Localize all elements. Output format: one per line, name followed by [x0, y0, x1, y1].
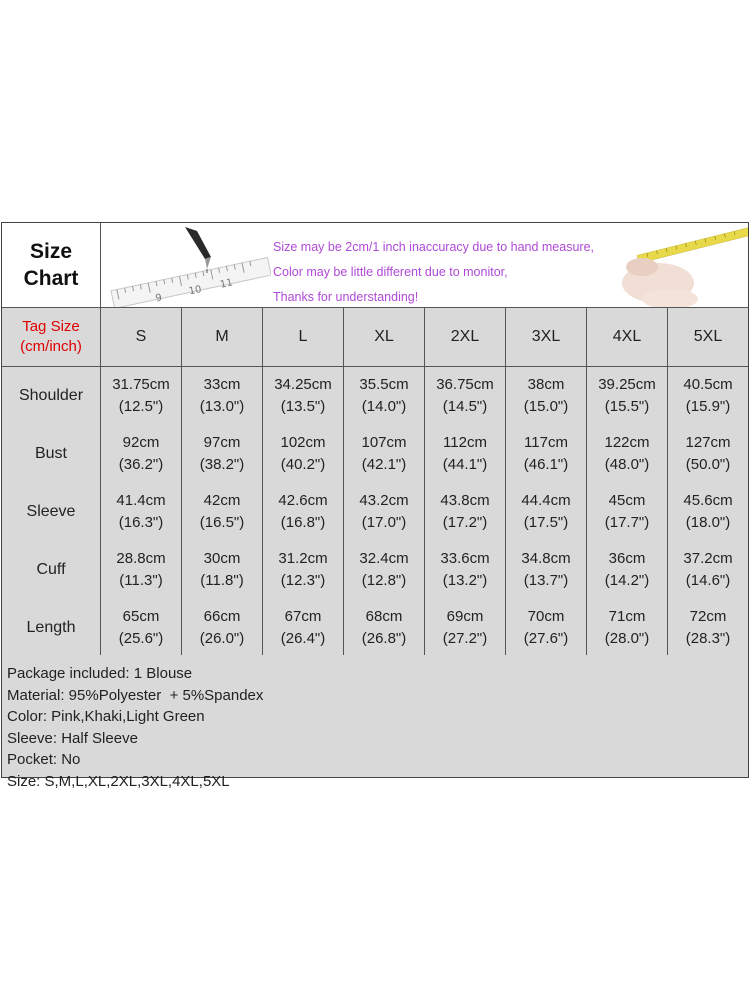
inch-value: (14.0")	[361, 398, 407, 415]
value-cell	[263, 541, 344, 599]
cm-value: 31.75cm	[112, 376, 170, 393]
size-xl: XL	[344, 308, 425, 366]
inch-value: (16.8")	[280, 514, 326, 531]
inch-value: (26.8")	[361, 630, 407, 647]
row-label: Length	[2, 599, 101, 657]
value-cell	[263, 425, 344, 483]
measurement-banner	[101, 223, 748, 307]
cm-value: 68cm	[365, 608, 403, 625]
inch-value: (15.9")	[685, 398, 731, 415]
inch-value: (12.8")	[361, 572, 407, 589]
inch-value: (28.3")	[685, 630, 731, 647]
value-cell	[344, 599, 425, 657]
cm-value: 28.8cm	[116, 550, 166, 567]
inch-value: (27.2")	[442, 630, 488, 647]
tag-size-line-2: (cm/inch)	[20, 338, 82, 355]
value-cell	[344, 541, 425, 599]
cm-value: 41.4cm	[116, 492, 166, 509]
cm-value: 40.5cm	[683, 376, 733, 393]
value-cell	[101, 367, 182, 425]
product-info	[2, 655, 748, 790]
value-cell	[506, 599, 587, 657]
inch-value: (40.2")	[280, 456, 326, 473]
note-line-3: Thanks for understanding!	[273, 290, 419, 304]
cm-value: 42.6cm	[278, 492, 328, 509]
value-cell	[101, 541, 182, 599]
measurement-row-cuff	[2, 541, 748, 600]
size-2xl: 2XL	[425, 308, 506, 366]
inch-value: (12.5")	[118, 398, 164, 415]
size-l: L	[263, 308, 344, 366]
size-header-row	[2, 308, 748, 367]
cm-value: 43.2cm	[359, 492, 409, 509]
value-cell	[425, 425, 506, 483]
value-cell	[668, 541, 748, 599]
cm-value: 44.4cm	[521, 492, 571, 509]
inch-value: (11.3")	[119, 572, 163, 589]
cm-value: 69cm	[446, 608, 484, 625]
value-cell	[668, 367, 748, 425]
tape-measure-hand-illustration	[598, 223, 748, 307]
inch-value: (26.0")	[199, 630, 245, 647]
measurement-row-length	[2, 599, 748, 658]
inch-value: (13.7")	[523, 572, 569, 589]
row-label: Sleeve	[2, 483, 101, 541]
value-cell	[101, 483, 182, 541]
inch-value: (16.5")	[199, 514, 245, 531]
inch-value: (46.1")	[523, 456, 569, 473]
pen-icon	[185, 227, 211, 273]
value-cell	[506, 425, 587, 483]
cm-value: 122cm	[604, 434, 650, 451]
cm-value: 36cm	[608, 550, 646, 567]
hand-icon	[622, 258, 698, 307]
chart-header	[2, 223, 748, 308]
inch-value: (17.2")	[442, 514, 488, 531]
size-s: S	[101, 308, 182, 366]
row-label: Bust	[2, 425, 101, 483]
value-cell	[101, 425, 182, 483]
cm-value: 97cm	[203, 434, 241, 451]
value-cell	[182, 599, 263, 657]
cm-value: 71cm	[608, 608, 646, 625]
row-label: Shoulder	[2, 367, 101, 425]
cm-value: 31.2cm	[278, 550, 328, 567]
info-material: Material: 95%Polyester + 5%Spandex	[7, 686, 264, 704]
measurement-row-bust	[2, 425, 748, 484]
inch-value: (14.6")	[685, 572, 731, 589]
cm-value: 107cm	[361, 434, 407, 451]
inch-value: (26.4")	[280, 630, 326, 647]
tag-size-label	[2, 308, 101, 366]
size-m: M	[182, 308, 263, 366]
inch-value: (14.2")	[604, 572, 650, 589]
cm-value: 66cm	[203, 608, 241, 625]
title-line-2: Chart	[23, 267, 79, 290]
size-chart	[1, 222, 749, 790]
value-cell	[263, 599, 344, 657]
ruler-number-10: 10	[187, 284, 203, 298]
cm-value: 45.6cm	[683, 492, 733, 509]
value-cell	[668, 425, 748, 483]
row-label: Cuff	[2, 541, 101, 599]
info-sleeve: Sleeve: Half Sleeve	[7, 729, 138, 747]
cm-value: 35.5cm	[359, 376, 409, 393]
inch-value: (17.0")	[361, 514, 407, 531]
value-cell	[506, 541, 587, 599]
inch-value: (15.0")	[523, 398, 569, 415]
value-cell	[344, 425, 425, 483]
cm-value: 36.75cm	[436, 376, 494, 393]
value-cell	[587, 425, 668, 483]
inch-value: (12.3")	[280, 572, 326, 589]
inch-value: (50.0")	[685, 456, 731, 473]
inch-value: (13.2")	[442, 572, 488, 589]
value-cell	[425, 541, 506, 599]
cm-value: 112cm	[443, 434, 487, 451]
size-4xl: 4XL	[587, 308, 668, 366]
value-cell	[263, 483, 344, 541]
value-cell	[668, 483, 748, 541]
cm-value: 70cm	[527, 608, 565, 625]
value-cell	[182, 541, 263, 599]
cm-value: 117cm	[524, 434, 568, 451]
value-cell	[668, 599, 748, 657]
cm-value: 37.2cm	[683, 550, 733, 567]
cm-value: 67cm	[284, 608, 322, 625]
value-cell	[101, 599, 182, 657]
value-cell	[182, 367, 263, 425]
cm-value: 34.25cm	[274, 376, 332, 393]
chart-title	[2, 223, 101, 307]
inch-value: (13.5")	[280, 398, 326, 415]
ruler-number-11: 11	[219, 277, 234, 291]
value-cell	[263, 367, 344, 425]
value-cell	[506, 483, 587, 541]
measurement-row-sleeve	[2, 483, 748, 542]
cm-value: 33.6cm	[440, 550, 490, 567]
inch-value: (42.1")	[361, 456, 407, 473]
inch-value: (36.2")	[118, 456, 164, 473]
cm-value: 30cm	[203, 550, 241, 567]
cm-value: 43.8cm	[440, 492, 490, 509]
value-cell	[425, 599, 506, 657]
inch-value: (18.0")	[685, 514, 731, 531]
ruler-pen-illustration	[101, 223, 271, 307]
inch-value: (38.2")	[199, 456, 245, 473]
cm-value: 32.4cm	[359, 550, 409, 567]
cm-value: 102cm	[280, 434, 326, 451]
info-package: Package included: 1 Blouse	[7, 665, 193, 682]
inch-value: (14.5")	[442, 398, 488, 415]
measurement-notes	[273, 235, 594, 307]
inch-value: (15.5")	[604, 398, 650, 415]
cm-value: 127cm	[685, 434, 731, 451]
title-line-1: Size	[29, 240, 73, 263]
size-5xl: 5XL	[668, 308, 748, 366]
tag-size-line-1: Tag Size	[22, 318, 80, 335]
inch-value: (48.0")	[604, 456, 650, 473]
inch-value: (28.0")	[604, 630, 650, 647]
note-line-1: Size may be 2cm/1 inch inaccuracy due to hand measure,	[273, 240, 595, 254]
value-cell	[587, 599, 668, 657]
inch-value: (25.6")	[118, 630, 164, 647]
inch-value: (27.6")	[523, 630, 569, 647]
cm-value: 39.25cm	[598, 376, 656, 393]
value-cell	[344, 367, 425, 425]
inch-value: (16.3")	[118, 514, 164, 531]
cm-value: 38cm	[527, 376, 565, 393]
inch-value: (13.0")	[199, 398, 245, 415]
value-cell	[587, 483, 668, 541]
cm-value: 65cm	[122, 608, 160, 625]
value-cell	[344, 483, 425, 541]
cm-value: 45cm	[608, 492, 646, 509]
inch-value: (17.5")	[523, 514, 569, 531]
ruler-number-9: 9	[154, 292, 164, 305]
value-cell	[587, 541, 668, 599]
value-cell	[182, 483, 263, 541]
inch-value: (17.7")	[604, 514, 650, 531]
value-cell	[425, 367, 506, 425]
value-cell	[587, 367, 668, 425]
info-sizes: Size: S,M,L,XL,2XL,3XL,4XL,5XL	[7, 772, 230, 790]
cm-value: 33cm	[203, 376, 241, 393]
inch-value: (11.8")	[200, 572, 244, 589]
value-cell	[182, 425, 263, 483]
inch-value: (44.1")	[442, 456, 488, 473]
cm-value: 42cm	[203, 492, 241, 509]
cm-value: 92cm	[122, 434, 160, 451]
cm-value: 34.8cm	[521, 550, 571, 567]
info-pocket: Pocket: No	[7, 751, 81, 769]
info-color: Color: Pink,Khaki,Light Green	[7, 708, 205, 726]
note-line-2: Color may be little different due to monitor,	[273, 265, 508, 279]
size-3xl: 3XL	[506, 308, 587, 366]
value-cell	[425, 483, 506, 541]
cm-value: 72cm	[689, 608, 727, 625]
measurement-row-shoulder	[2, 367, 748, 426]
value-cell	[506, 367, 587, 425]
